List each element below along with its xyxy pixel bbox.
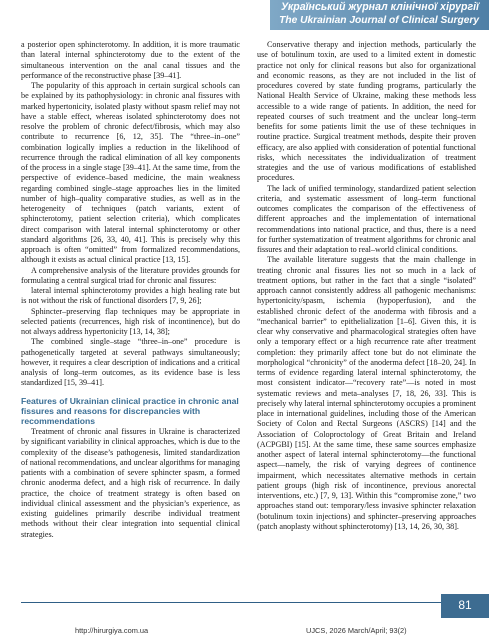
paragraph: Treatment of chronic anal fissures in Ukraine is characterized by significant variability in clinical approaches, which is due to the complexity of the disease’s pathogenesis, limited standardization of national recommendations, and unclear algorithms for managing patients with a combination of severe sphincter spasm, a formed chronic anoderma defect, and a high risk of recurrence. In daily practice, the choice of treatment strategy is often based on individual clinical assessment and the physician’s experience, as existing guidelines primarily describe individual treatment methods without their clear integration into sequential clinical strategies. — [21, 427, 240, 539]
section-heading: Features of Ukrainian clinical practice in chronic anal fissures and reasons for discrepancies with recommendations — [21, 395, 239, 426]
page-number-box — [441, 594, 489, 618]
journal-title-english: The Ukrainian Journal of Clinical Surgery — [279, 15, 479, 26]
page-number: 81 — [458, 598, 472, 612]
left-text-column — [21, 40, 240, 588]
journal-title-ukrainian: Український журнал клінічної хірургії — [280, 1, 479, 13]
journal-header-band — [270, 0, 489, 30]
paragraph: lateral internal sphincterotomy provides a high healing rate but is not without the risk of functional disorders [7, 9, 26]; — [21, 286, 240, 306]
paragraph: Sphincter–preserving flap techniques may be appropriate in selected patients (recurrences, high risk of incontinence), but do not always address hypertonicity [13, 14, 38]; — [21, 306, 240, 336]
right-text-column — [257, 40, 476, 588]
footer-citation: UJCS, 2026 March/April; 93(2) — [306, 626, 407, 635]
paragraph: a posterior open sphincterotomy. In addition, it is more traumatic than lateral internal sphincterotomy due to the extent of the simultaneous intervention on the anal canal tissues and the performance of the reconstructive phase [39–41]. — [21, 40, 240, 80]
footer-divider — [21, 602, 441, 603]
paragraph: A comprehensive analysis of the literature provides grounds for formulating a central surgical triad for chronic anal fissures: — [21, 265, 240, 285]
paragraph: The lack of unified terminology, standardized patient selection criteria, and systematic assessment of long–term functional outcomes complicates the comparison of the effectiveness of different approaches and the implementation of international recommendations into national practice, and thus, there is a need for further systematization of treatment algorithms for chronic anal fissures and their adaptation to real–world clinical conditions. — [257, 183, 476, 254]
paragraph: The combined single–stage “three–in–one” procedure is pathogenetically targeted at several pathways simultaneously; however, it requires a clear description of indications and a critical analysis of long–term outcomes, as its evidence base is less standardized [15, 39–41]. — [21, 337, 240, 388]
footer-url-link[interactable]: http://hirurgiya.com.ua — [75, 626, 149, 635]
paragraph: The available literature suggests that the main challenge in treating chronic anal fissures lies not so much in a lack of treatment options, but rather in the fact that a single “isolated” approach cannot consistently address all pathogenic mechanisms: hypertonicity/spasm, ischemia (hypoperfusion), and the established chronic defect of the anoderma with fibrosis and a “mechanical barrier” to epithelialization [1–6]. Given this, it is clear why conservative and pharmacological strategies often have only a temporary effect or a high recurrence rate after treatment completion: they primarily affect tone but do not eliminate the morphological “chronicity” of the anoderma defect [18–20, 24]. In terms of evidence regarding lateral internal sphincterotomy, the most consistent indicator—“recovery rate”—is noted in most systematic reviews and meta–analyses [7, 18, 26, 33]. This is precisely why lateral internal sphincterotomy occupies a prominent place in international guidelines, including those of the American Society of Colon and Rectal Surgeons (ASCRS) [14] and the Association of Coloproctology of Great Britain and Ireland (ACPGBI) [15]. At the same time, these same sources emphasize another aspect of lateral internal sphincterotomy—the functional aspect—namely, the risk of varying degrees of continence impairment, which necessitates alternative methods in certain patient groups (high risk of incontinence, previous anorectal interventions, etc.) [7, 9, 13]. Within this “compromise zone,” two approaches stand out: temporary/less invasive sphincter relaxation (botulinum toxin injections) and sphincter–preserving approaches (patch anoplasty without sphincterotomy) [13, 14, 26, 30, 38]. — [257, 255, 476, 531]
paragraph: Conservative therapy and injection methods, particularly the use of botulinum toxin, are used to a limited extent in domestic practice not only for clinical reasons but also for organizational and economic reasons, as they are not included in the list of procedures covered by state funding programs, particularly the National Health Service of Ukraine, making these methods less accessible to a wide range of patients. In addition, the need for repeated courses of such treatment and the unclear long–term benefits for some patients limit the use of these techniques in routine practice. Surgical treatment methods, despite their proven efficacy, are also applied with consideration of potential functional risks, which necessitates the individualization of treatment strategies and the use of various modifications of established procedures. — [257, 40, 476, 183]
paragraph: The popularity of this approach in certain surgical schools can be explained by its pathophysiology: in chronic anal fissures with marked hypertonicity, isolated plasty without spasm relief may not have a stable effect, whereas isolated sphincterotomy does not resolve the problem of chronic defect/fibrosis, which may also contribute to recurrence [6, 12, 35]. The “three–in–one” combination logically implies a reduction in the likelihood of recurrence through the radical elimination of all key components of the process in a single stage [39–41]. At the same time, from the perspective of evidence–based medicine, the main weakness regarding combined single–stage approaches lies in the limited number of high–quality comparative studies, as well as in the heterogeneity of techniques (patch variants, extent of sphincterotomy, patient selection criteria), which complicates direct comparison with lateral internal sphincterotomy or other standard algorithms [26, 33, 40, 41]. This is precisely why this approach is often “omitted” from formalized recommendations, although it exists as actual clinical practice [13, 15]. — [21, 81, 240, 265]
